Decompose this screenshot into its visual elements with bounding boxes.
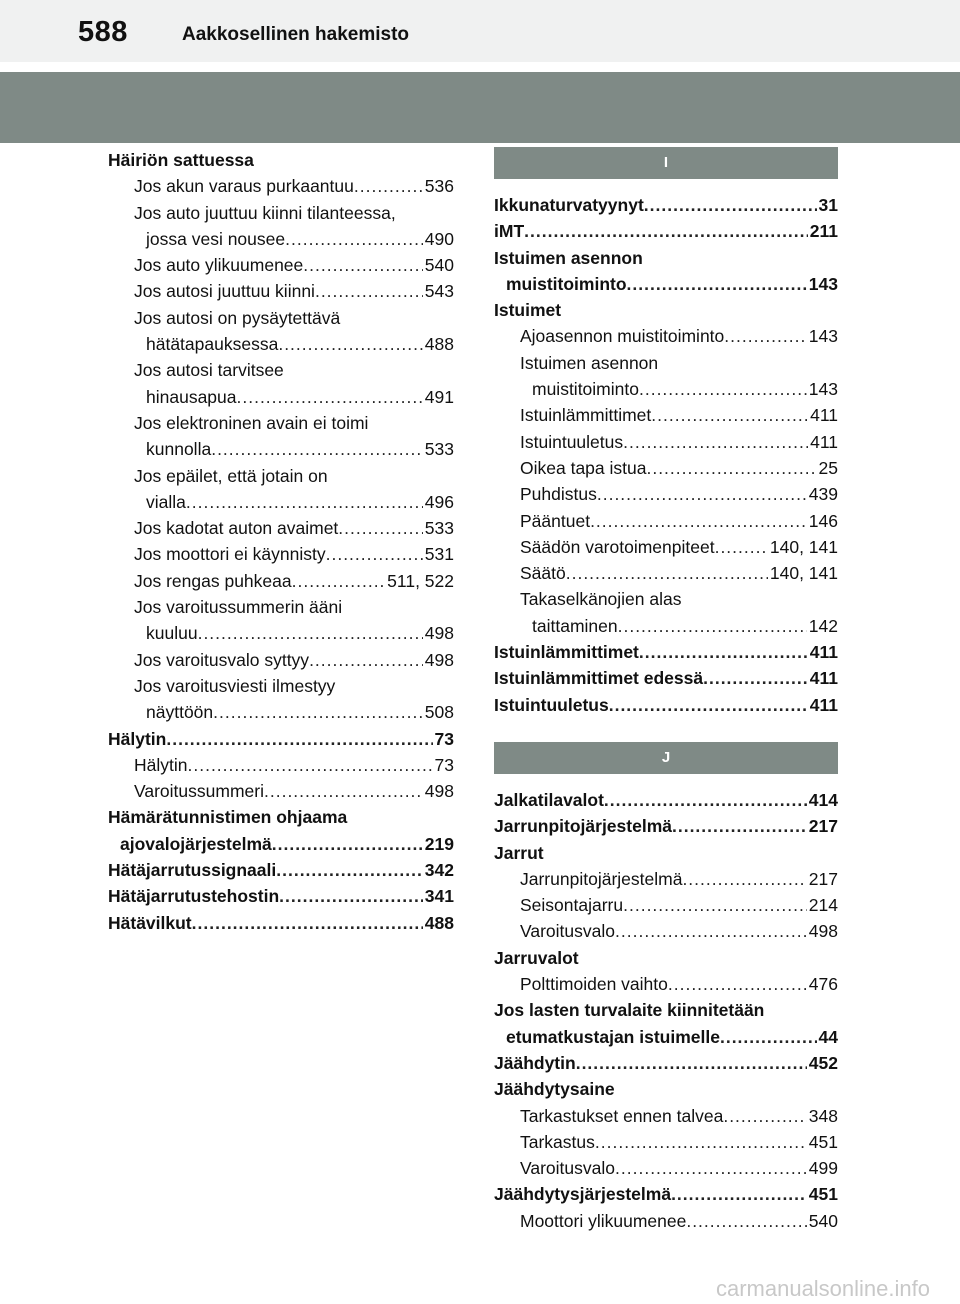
dot-leader <box>279 883 423 909</box>
index-entry <box>108 568 454 594</box>
dot-leader <box>192 910 423 936</box>
index-term: Jos varoitussummerin ääni <box>134 597 343 618</box>
dot-leader <box>720 1024 817 1050</box>
index-entry <box>494 350 838 376</box>
page-reference: 496 <box>424 491 454 512</box>
index-entry <box>494 945 838 971</box>
index-term: Takaselkänojien alas <box>520 589 682 610</box>
index-term: hätätapauksessa <box>146 334 279 355</box>
dot-leader <box>715 534 768 560</box>
dot-leader <box>623 892 807 918</box>
dot-leader <box>285 226 423 252</box>
index-column-left <box>108 147 454 936</box>
index-term: muistitoiminto <box>532 379 639 400</box>
index-entry <box>494 613 838 639</box>
dot-leader <box>338 515 423 541</box>
index-term: Istuinlämmittimet <box>520 405 652 426</box>
index-entry <box>108 489 454 515</box>
index-entry <box>494 918 838 944</box>
dot-leader <box>211 436 423 462</box>
index-term: Istuinlämmittimet edessä <box>494 668 704 689</box>
page-reference: 490 <box>424 228 454 249</box>
page-reference: 411 <box>809 668 838 689</box>
index-term: jossa vesi nousee <box>146 228 286 249</box>
page-reference: 143 <box>808 273 838 294</box>
index-term: etumatkustajan istuimelle <box>506 1026 720 1047</box>
index-term: iMT <box>494 221 525 242</box>
index-entry <box>494 997 838 1023</box>
index-entry <box>108 357 454 383</box>
index-entry <box>494 1208 838 1234</box>
index-entry <box>108 226 454 252</box>
index-entry <box>494 866 838 892</box>
dot-leader <box>615 918 807 944</box>
index-term: Istuimen asennon <box>494 247 643 268</box>
dot-leader <box>354 173 423 199</box>
index-term: Jäähdytin <box>494 1052 576 1073</box>
index-term: Säätö <box>520 563 566 584</box>
dot-leader <box>724 323 807 349</box>
dot-leader <box>188 752 433 778</box>
index-entry <box>494 1103 838 1129</box>
index-term: Jos kadotat auton avaimet <box>134 518 339 539</box>
page-reference: 488 <box>424 334 454 355</box>
index-entry <box>494 218 838 244</box>
index-entry <box>494 840 838 866</box>
page-reference: 217 <box>808 868 838 889</box>
page-reference: 540 <box>808 1210 838 1231</box>
index-term: Jäähdytysjärjestelmä <box>494 1184 672 1205</box>
dot-leader <box>597 481 807 507</box>
index-entry <box>108 699 454 725</box>
page-reference: 511, 522 <box>387 570 454 591</box>
dot-leader <box>604 787 807 813</box>
page-reference: 476 <box>808 974 838 995</box>
index-term: Polttimoiden vaihto <box>520 974 668 995</box>
running-header-title: Aakkosellinen hakemisto <box>182 24 410 45</box>
index-entry <box>494 892 838 918</box>
page-reference: 146 <box>808 510 838 531</box>
index-term: Varoitusvalo <box>520 921 616 942</box>
dot-leader <box>278 331 422 357</box>
dot-leader <box>292 568 386 594</box>
index-entry <box>494 971 838 997</box>
index-entry <box>494 455 838 481</box>
index-entry <box>108 883 454 909</box>
index-entry <box>494 639 838 665</box>
dot-leader <box>723 1103 806 1129</box>
dot-leader <box>566 560 768 586</box>
index-entry <box>108 647 454 673</box>
index-entry <box>494 560 838 586</box>
index-entry <box>494 1181 838 1207</box>
index-term: Hätäjarrutustehostin <box>108 886 280 907</box>
page-reference: 348 <box>808 1105 838 1126</box>
index-entry <box>108 436 454 462</box>
page-reference: 491 <box>424 386 454 407</box>
index-term: Jos varoitusvalo syttyy <box>134 649 310 670</box>
page-reference: 140, 141 <box>769 536 838 557</box>
index-entry <box>494 376 838 402</box>
dot-leader <box>646 455 816 481</box>
index-term: Istuintuuletus <box>520 431 624 452</box>
dot-leader <box>644 192 817 218</box>
dot-leader <box>639 376 807 402</box>
index-term: Oikea tapa istua <box>520 457 647 478</box>
index-term: Pääntuet <box>520 510 591 531</box>
index-term: Istuintuuletus <box>494 694 609 715</box>
dot-leader <box>682 866 806 892</box>
index-entry <box>108 541 454 567</box>
section-header-letter: J <box>494 742 838 774</box>
dot-leader <box>609 692 808 718</box>
index-term: Jos varoitusviesti ilmestyy <box>134 675 336 696</box>
page-reference: 142 <box>808 615 838 636</box>
index-term: Puhdistus <box>520 484 597 505</box>
index-entry <box>108 910 454 936</box>
page-reference: 73 <box>434 728 454 749</box>
header-band <box>0 72 960 143</box>
index-entry <box>108 410 454 436</box>
index-entry <box>494 1155 838 1181</box>
section-gap <box>494 718 838 742</box>
index-entry <box>108 463 454 489</box>
index-term: Hälytin <box>108 728 167 749</box>
page-reference: 498 <box>424 781 454 802</box>
index-term: Jalkatilavalot <box>494 789 604 810</box>
index-entry <box>494 1076 838 1102</box>
index-entry <box>494 586 838 612</box>
index-term: Jarrut <box>494 842 544 863</box>
index-entry <box>108 331 454 357</box>
page-reference: 31 <box>818 195 838 215</box>
dot-leader <box>186 489 423 515</box>
page-reference: 411 <box>810 405 838 426</box>
index-term: Varoitusvalo <box>520 1158 616 1179</box>
index-entry <box>494 402 838 428</box>
page-reference: 498 <box>424 649 454 670</box>
page-reference: 499 <box>808 1158 838 1179</box>
index-term: Jäähdytysaine <box>494 1079 615 1100</box>
index-term: Istuimen asennon <box>520 352 659 373</box>
index-term: Häiriön sattuessa <box>108 150 254 170</box>
page-reference: 543 <box>424 281 454 302</box>
dot-leader <box>524 218 808 244</box>
dot-leader <box>272 831 423 857</box>
index-term: Jos auto juuttuu kiinni tilanteessa, <box>134 202 396 223</box>
page-reference: 73 <box>434 754 454 775</box>
index-entry <box>108 804 454 830</box>
page-reference: 411 <box>810 431 838 452</box>
index-term: Jos lasten turvalaite kiinnitetään <box>494 1000 765 1021</box>
index-entry <box>494 665 838 691</box>
index-term: Jarrunpitojärjestelmä <box>494 816 672 837</box>
dot-leader <box>576 1050 807 1076</box>
dot-leader <box>166 726 432 752</box>
page-reference: 342 <box>424 860 454 881</box>
page-reference: 540 <box>424 255 454 276</box>
dot-leader <box>198 620 423 646</box>
index-entry <box>494 813 838 839</box>
index-term: Jos elektroninen avain ei toimi <box>134 412 369 433</box>
index-term: Jos auto ylikuumenee <box>134 255 304 276</box>
page-reference: 143 <box>808 379 838 400</box>
dot-leader <box>315 278 423 304</box>
page-reference: 531 <box>424 544 454 565</box>
page-number: 588 <box>78 16 128 48</box>
watermark: carmanualsonline.info <box>715 1276 930 1301</box>
page-reference: 414 <box>808 789 838 810</box>
page-reference: 143 <box>808 326 838 347</box>
index-entry <box>494 429 838 455</box>
page-reference: 211 <box>809 221 838 242</box>
index-term: Istuimet <box>494 300 562 321</box>
page-reference: 498 <box>424 623 454 644</box>
dot-leader <box>672 813 807 839</box>
index-term: kunnolla <box>146 439 212 460</box>
index-column-right <box>494 147 838 1234</box>
page-reference: 341 <box>424 886 454 907</box>
index-term: Jos autosi on pysäytettävä <box>134 307 341 328</box>
index-term: ajovalojärjestelmä <box>120 833 272 854</box>
page-reference: 140, 141 <box>769 563 838 584</box>
index-entry <box>108 594 454 620</box>
page-reference: 533 <box>424 439 454 460</box>
index-entry <box>494 1050 838 1076</box>
index-term: Hätävilkut <box>108 912 192 933</box>
dot-leader <box>639 639 808 665</box>
index-term: Jarruvalot <box>494 947 579 968</box>
index-entry <box>494 323 838 349</box>
index-entry <box>108 726 454 752</box>
index-term: Hälytin <box>134 754 188 775</box>
page-reference: 411 <box>809 694 838 715</box>
index-term: kuuluu <box>146 623 198 644</box>
index-entry <box>494 192 838 218</box>
index-entry <box>108 252 454 278</box>
index-entry <box>494 271 838 297</box>
section-header-letter: I <box>494 147 838 179</box>
index-term: Jos epäilet, että jotain on <box>134 465 328 486</box>
index-term: vialla <box>146 491 186 512</box>
index-entry <box>494 508 838 534</box>
index-term: näyttöön <box>146 702 214 723</box>
page-reference: 411 <box>809 642 838 663</box>
dot-leader <box>627 271 807 297</box>
index-entry <box>494 481 838 507</box>
index-term: Jos autosi juuttuu kiinni <box>134 281 315 302</box>
index-entry <box>494 692 838 718</box>
index-entry <box>108 384 454 410</box>
dot-leader <box>309 647 423 673</box>
dot-leader <box>213 699 423 725</box>
page-reference: 25 <box>818 457 838 478</box>
index-entry <box>108 147 454 173</box>
dot-leader <box>651 402 808 428</box>
index-entry <box>108 620 454 646</box>
page-reference: 488 <box>424 912 454 933</box>
dot-leader <box>668 971 807 997</box>
index-term: Varoitussummeri <box>134 781 264 802</box>
dot-leader <box>615 1155 807 1181</box>
index-entry <box>108 831 454 857</box>
index-entry <box>494 297 838 323</box>
index-term: Jarrunpitojärjestelmä <box>520 868 683 889</box>
index-entry <box>494 1129 838 1155</box>
index-entry <box>108 173 454 199</box>
dot-leader <box>303 252 423 278</box>
page-reference: 498 <box>808 921 838 942</box>
index-term: Jos moottori ei käynnisty <box>134 544 326 565</box>
page-reference: 451 <box>808 1131 838 1152</box>
page-reference: 217 <box>808 816 838 837</box>
index-term: Ajoasennon muistitoiminto <box>520 326 725 347</box>
index-term: Seisontajarru <box>520 895 624 916</box>
dot-leader <box>326 541 423 567</box>
index-entry <box>494 245 838 271</box>
dot-leader <box>276 857 423 883</box>
dot-leader <box>618 613 807 639</box>
dot-leader <box>264 778 423 804</box>
index-term: Hämärätunnistimen ohjaama <box>108 807 348 828</box>
index-entry <box>108 200 454 226</box>
page-reference: 533 <box>424 518 454 539</box>
index-term: Jos autosi tarvitsee <box>134 360 284 381</box>
index-term: Tarkastus <box>520 1131 595 1152</box>
index-term: Jos akun varaus purkaantuu <box>134 176 354 197</box>
index-term: Moottori ylikuumenee <box>520 1210 687 1231</box>
dot-leader <box>590 508 807 534</box>
dot-leader <box>237 384 423 410</box>
page-reference: 451 <box>808 1184 838 1205</box>
index-entry <box>108 278 454 304</box>
dot-leader <box>703 665 808 691</box>
index-entry <box>108 673 454 699</box>
index-entry <box>108 515 454 541</box>
page-reference: 508 <box>424 702 454 723</box>
index-entry <box>108 778 454 804</box>
index-term: Hätäjarrutussignaali <box>108 860 277 881</box>
index-term: muistitoiminto <box>506 273 627 294</box>
index-term: taittaminen <box>532 615 618 636</box>
page-reference: 439 <box>808 484 838 505</box>
index-term: Ikkunaturvatyynyt <box>494 195 644 215</box>
dot-leader <box>686 1208 806 1234</box>
index-entry <box>108 857 454 883</box>
page-reference: 44 <box>818 1026 838 1047</box>
index-entry <box>494 787 838 813</box>
index-term: hinausapua <box>146 386 237 407</box>
index-entry <box>108 752 454 778</box>
index-term: Istuinlämmittimet <box>494 642 639 663</box>
dot-leader <box>595 1129 807 1155</box>
index-entry <box>494 534 838 560</box>
header-bar <box>0 0 960 62</box>
page-reference: 536 <box>424 176 454 197</box>
page-reference: 452 <box>808 1052 838 1073</box>
dot-leader <box>671 1181 807 1207</box>
dot-leader <box>623 429 808 455</box>
index-entry <box>494 1024 838 1050</box>
page-reference: 214 <box>808 895 838 916</box>
index-term: Jos rengas puhkeaa <box>134 570 292 591</box>
index-term: Tarkastukset ennen talvea <box>520 1105 724 1126</box>
page-reference: 219 <box>424 833 454 854</box>
index-entry <box>108 305 454 331</box>
index-term: Säädön varotoimenpiteet <box>520 536 715 557</box>
